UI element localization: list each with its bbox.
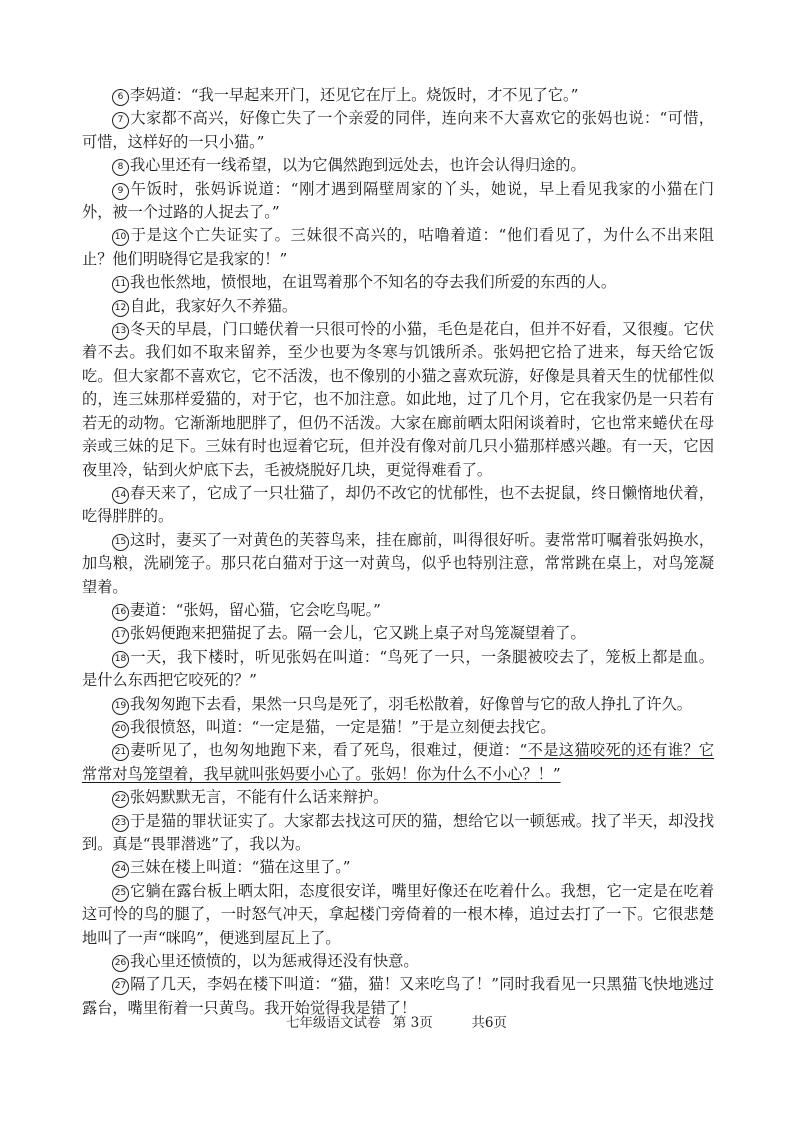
- paragraph-text: 这时，妻买了一对黄色的芙蓉鸟来，挂在廊前，叫得很好听。妻常常叮嘱着张妈换水，加鸟粮，洗刷笼子。那只花白猫对于这一对黄鸟，似乎也特别注意，常常跳在桌上，对鸟笼凝望着。: [82, 530, 714, 596]
- paragraph-number: 23: [112, 815, 129, 832]
- paragraph: [82, 154, 714, 177]
- paragraph-number: 6: [112, 89, 129, 106]
- paragraph-number: 13: [112, 323, 129, 340]
- paragraph-number: 18: [112, 651, 129, 668]
- paragraph-text: 李妈道：“我一早起来开门，还见它在厅上。烧饭时，才不见了它。”: [130, 86, 579, 104]
- paragraph-number: 21: [112, 744, 129, 761]
- paragraph-number: 26: [112, 955, 129, 972]
- paragraph-text: 我心里还有一线希望，以为它偶然跑到远处去，也许会认得归途的。: [130, 156, 586, 175]
- paragraph-text: 自此，我家好久不养猫。: [130, 296, 298, 315]
- paragraph-text: 我很愤怒，叫道：“一定是猫，一定是猫！”于是立刻便去找它。: [130, 717, 556, 736]
- paragraph-number: 10: [112, 229, 129, 246]
- footer-total-pages: 共6页: [471, 1015, 507, 1031]
- paragraph-text: 春天来了，它成了一只壮猫了，却仍不改它的忧郁性，也不去捉鼠，终日懒惰地伏着，吃得胖胖的。: [82, 483, 714, 526]
- paragraph-number: 16: [112, 604, 129, 621]
- paragraph-number: 7: [112, 112, 129, 129]
- footer-exam-title: 七年级语文试卷: [286, 1015, 381, 1031]
- paragraph-number: 9: [112, 183, 129, 200]
- paragraph: [82, 716, 714, 739]
- paragraph: [82, 950, 714, 973]
- paragraph-text: 于是猫的罪状证实了。大家都去找这可厌的猫，想给它以一顿惩戒。找了半天，却没找到。真是“畏罪潜逃”了，我以为。: [82, 811, 714, 853]
- paragraph: [82, 271, 714, 294]
- paragraph-text: 张妈便跑来把猫捉了去。隔一会儿，它又跳上桌子对鸟笼凝望着了。: [130, 624, 586, 643]
- paragraph: [82, 646, 714, 693]
- paragraph: [82, 84, 714, 107]
- underlined-quote: “不是这猫咬死的还有谁？它常常对鸟笼望着，我早就叫张妈要小心了。张妈！你为什么不小心？！”: [82, 741, 715, 783]
- paragraph-number: 20: [112, 721, 129, 738]
- paragraph-number: 22: [112, 791, 129, 808]
- paragraph-text: 我匆匆跑下去看，果然一只鸟是死了，羽毛松散着，好像曾与它的敌人挣扎了许久。: [130, 694, 692, 713]
- paragraph-text: 大家都不高兴，好像亡失了一个亲爱的同伴，连向来不大喜欢它的张妈也说：“可惜，可惜，这样好的一只小猫。”: [82, 109, 714, 151]
- paragraph-text: 一天，我下楼时，听见张妈在叫道：“鸟死了一只，一条腿被咬去了，笼板上都是血。是什么东西把它咬死的？”: [82, 647, 714, 690]
- paragraph: [82, 482, 714, 529]
- paragraph-number: 15: [112, 534, 129, 551]
- paragraph: [82, 856, 714, 879]
- paragraph-text: 妻道：“张妈，留心猫，它会吃鸟呢。”: [130, 600, 381, 619]
- paragraph: [82, 622, 714, 645]
- paragraph-number: 25: [112, 885, 129, 902]
- paragraph: [82, 295, 714, 318]
- paragraph-text: 隔了几天，李妈在楼下叫道：“猫，猫！又来吃鸟了！”同时我看见一只黑猫飞快地逃过露台，嘴里衔着一只黄鸟。我开始觉得我是错了！: [82, 975, 714, 1017]
- paragraph-number: 19: [112, 698, 129, 715]
- paragraph-text: 张妈默默无言，不能有什么话来辩护。: [130, 788, 389, 807]
- paragraph: [82, 786, 714, 809]
- paragraph: [82, 224, 714, 271]
- paragraph-number: 14: [112, 487, 129, 504]
- paragraph: [82, 529, 714, 599]
- paragraph-number: 24: [112, 861, 129, 878]
- paragraph: [82, 107, 714, 154]
- paragraph-text: 我心里还愤愤的，以为惩戒得还没有快意。: [130, 952, 419, 971]
- paragraph-number: 11: [112, 276, 129, 293]
- paragraph-number: 27: [112, 978, 129, 995]
- paragraph-number: 12: [112, 300, 129, 317]
- paragraph-text: 妻听见了，也匆匆地跑下来，看了死鸟，很难过，便道：: [130, 741, 520, 760]
- paragraph: [82, 810, 714, 857]
- paragraph-text: 三妹在楼上叫道：“猫在这里了。”: [130, 858, 351, 877]
- paragraph-text: 我也怅然地，愤恨地，在诅骂着那个不知名的夺去我们所爱的东西的人。: [130, 273, 616, 292]
- paragraph: [82, 693, 714, 716]
- paragraph-number: 8: [112, 159, 129, 176]
- document-body: [82, 84, 714, 1020]
- paragraph: [82, 880, 714, 950]
- page-footer: [0, 1011, 793, 1031]
- paragraph: [82, 178, 714, 225]
- paragraph-number: 17: [112, 627, 129, 644]
- paragraph-text: 冬天的早晨，门口蜷伏着一只很可怜的小猫，毛色是花白，但并不好看，又很瘦。它伏着不去。我们如不取来留养，至少也要为冬寒与饥饿所杀。张妈把它拾了进来，每天给它饭吃。但大家都不喜欢它，它不活泼，也不像别的小猫之喜欢玩游，好像是具着天生的忧郁性似的，连三妹那样爱猫的，对于它，也不加注意。如此地，过了几个月，它在我家仍是一只若有若无的动物。它渐渐地肥胖了，但仍不活泼。大家在廊前晒太阳闲谈着时，它也常来蜷伏在母亲或三妹的足下。三妹有时也逗着它玩，但并没有像对前几只小猫那样感兴趣。有一天，它因夜里冷，钻到火炉底下去，毛被烧脱好几块，更觉得难看了。: [82, 320, 714, 479]
- paragraph-text: 午饭时，张妈诉说道：“刚才遇到隔壁周家的丫头，她说，早上看见我家的小猫在门外，被一个过路的人捉去了。”: [82, 179, 714, 222]
- footer-page-number: 第 3页: [392, 1015, 433, 1031]
- paragraph: [82, 739, 714, 786]
- paragraph: [82, 318, 714, 482]
- paragraph: [82, 599, 714, 622]
- paragraph-text: 于是这个亡失证实了。三妹很不高兴的，咕噜着道：“他们看见了，为什么不出来阻止？他们明晓得它是我家的！”: [82, 226, 714, 268]
- paragraph-text: 它躺在露台板上晒太阳，态度很安详，嘴里好像还在吃着什么。我想，它一定是在吃着这可怜的鸟的腿了，一时怒气冲天，拿起楼门旁倚着的一根木棒，追过去打了一下。它很悲楚地叫了一声“咪呜”，便逃到屋瓦上了。: [82, 881, 714, 947]
